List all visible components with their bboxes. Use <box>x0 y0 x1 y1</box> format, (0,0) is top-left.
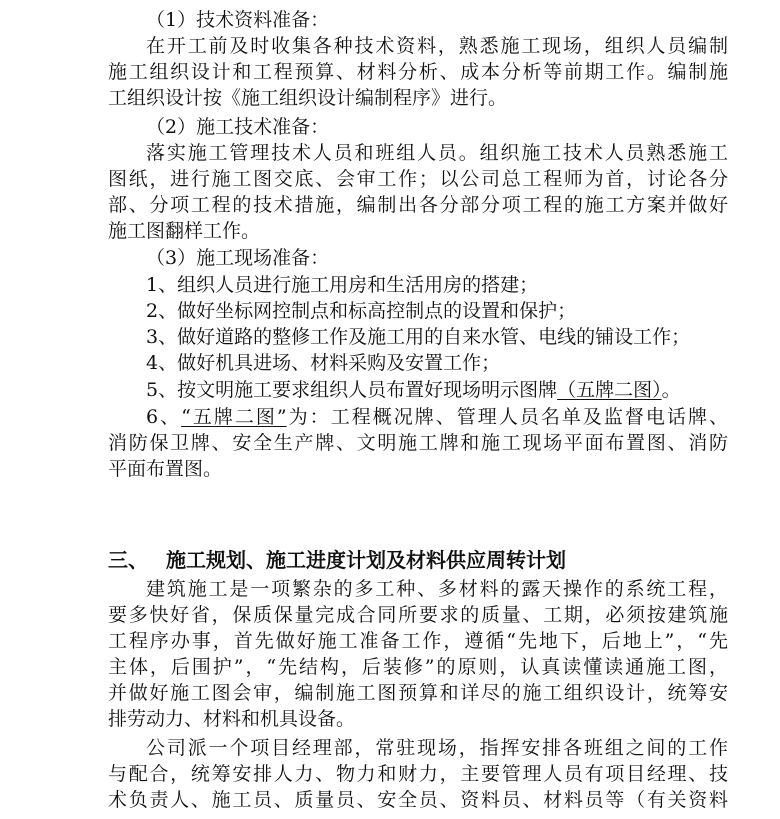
paragraph-line: 术负责人、施工员、质量员、安全员、资料员、材料员等（有关资料 <box>108 789 728 811</box>
list-item: 1、组织人员进行施工用房和生活用房的搭建； <box>146 274 539 296</box>
list-item-prefix: 6、 <box>146 406 182 428</box>
section-heading <box>108 546 728 574</box>
list-item-end: 。 <box>661 379 681 401</box>
paragraph-line: 排劳动力、材料和机具设备。 <box>108 708 356 730</box>
paragraph-line: 落实施工管理技术人员和班组人员。组织施工技术人员熟悉施工 <box>146 142 728 164</box>
subsection-title-technical-data: （1）技术资料准备： <box>146 9 330 31</box>
paragraph-line: 消防保卫牌、安全生产牌、文明施工牌和施工现场平面布置图、消防 <box>108 432 728 454</box>
list-item-5 <box>108 377 728 403</box>
underlined-term: （五牌二图） <box>557 379 662 401</box>
section-title: 施工规划、施工进度计划及材料供应周转计划 <box>166 548 566 572</box>
list-item-text: 5、按文明施工要求组织人员布置好现场明示图牌 <box>146 379 558 401</box>
list-item-6 <box>108 404 728 430</box>
paragraph-line: 主体，后围护”，“先结构，后装修”的原则，认真读懂读通施工图， <box>108 656 728 678</box>
paragraph-line: 在开工前及时收集各种技术资料，熟悉施工现场，组织人员编制 <box>146 35 728 57</box>
paragraph-line: 图纸，进行施工图交底、会审工作；以公司总工程师为首，讨论各分 <box>108 168 728 190</box>
list-item: 4、做好机具进场、材料采购及安置工作； <box>146 352 501 374</box>
subsection-title-site-prep: （3）施工现场准备： <box>146 247 330 269</box>
paragraph-line: 建筑施工是一项繁杂的多工种、多材料的露天操作的系统工程， <box>146 578 728 600</box>
paragraph-line: 工组织设计按《施工组织设计编制程序》进行。 <box>108 87 508 109</box>
underlined-term: “五牌二图” <box>181 406 287 428</box>
list-item: 2、做好坐标网控制点和标高控制点的设置和保护； <box>146 300 577 322</box>
list-item-text: 为：工程概况牌、管理人员名单及监督电话牌、 <box>286 406 728 428</box>
paragraph-line: 与配合，统筹安排人力、物力和财力，主要管理人员有项目经理、技 <box>108 763 728 785</box>
paragraph-line: 要多快好省，保质保量完成合同所要求的质量、工期，必须按建筑施 <box>108 604 728 626</box>
subsection-title-construction-tech: （2）施工技术准备： <box>146 116 330 138</box>
paragraph-line: 部、分项工程的技术措施，编制出各分部分项工程的施工方案并做好 <box>108 194 728 216</box>
paragraph-line: 公司派一个项目经理部，常驻现场，指挥安排各班组之间的工作 <box>146 737 728 759</box>
paragraph-line: 工程序办事，首先做好施工准备工作，遵循“先地下，后地上”，“先 <box>108 630 728 652</box>
paragraph-line: 施工组织设计和工程预算、材料分析、成本分析等前期工作。编制施 <box>108 61 728 83</box>
list-item: 3、做好道路的整修工作及施工用的自来水管、电线的铺设工作； <box>146 326 691 348</box>
paragraph-line: 施工图翻样工作。 <box>108 220 261 242</box>
paragraph-line: 并做好施工图会审，编制施工图预算和详尽的施工组织设计，统筹安 <box>108 682 728 704</box>
paragraph-line: 平面布置图。 <box>108 458 223 480</box>
section-number: 三、 <box>108 548 148 572</box>
